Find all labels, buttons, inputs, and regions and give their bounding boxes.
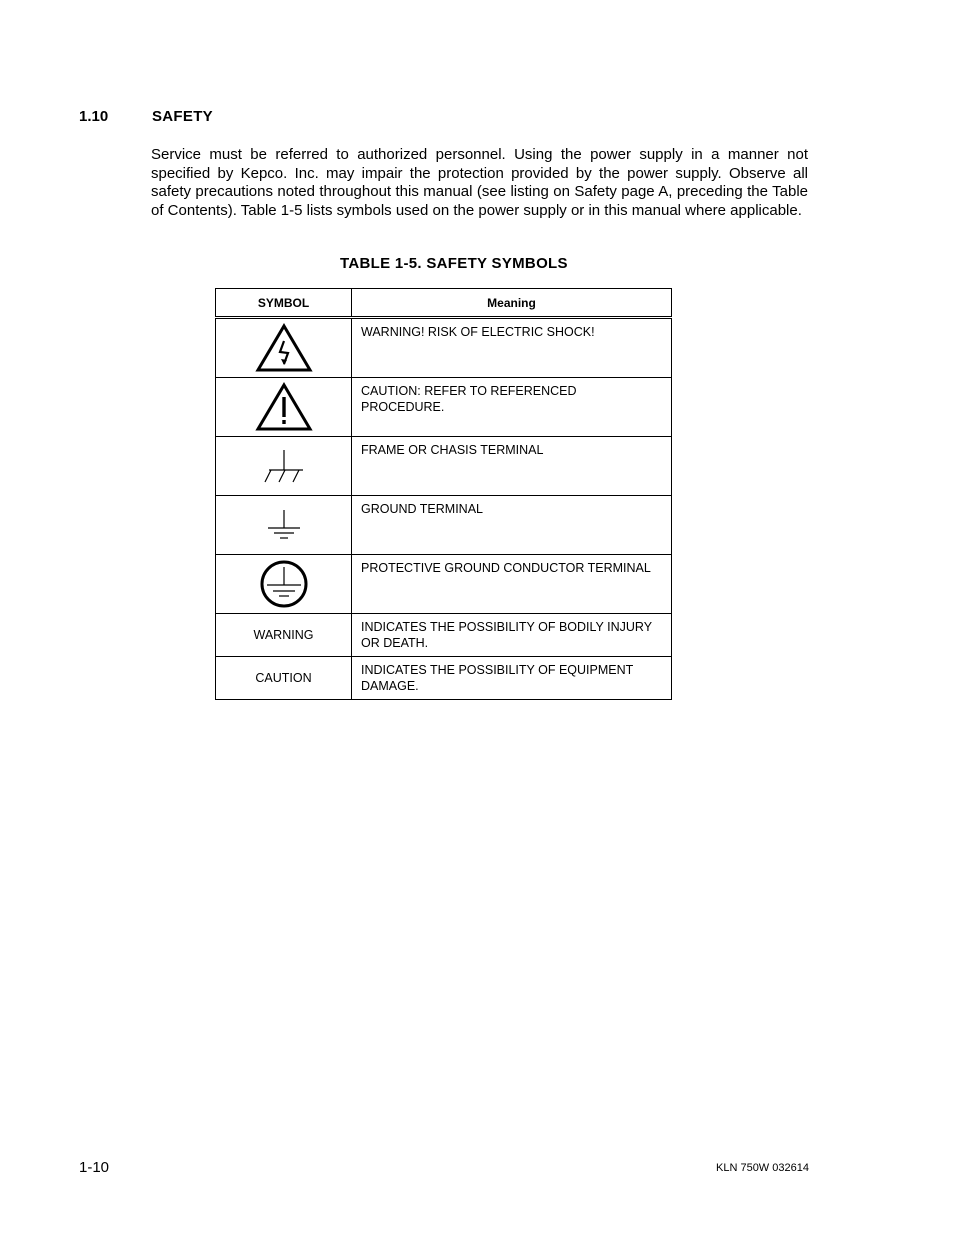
protective-ground-icon (258, 558, 310, 610)
meaning-text: FRAME OR CHASIS TERMINAL (361, 443, 544, 457)
meaning-text: INDICATES THE POSSIBILITY OF BODILY INJURY OR DEATH. (361, 620, 652, 650)
table-row (216, 555, 672, 614)
header-symbol: SYMBOL (216, 289, 352, 318)
section-number: 1.10 (79, 108, 109, 125)
meaning-text: GROUND TERMINAL (361, 502, 484, 516)
frame-chassis-terminal-icon (261, 446, 307, 486)
section-title: SAFETY (152, 108, 213, 125)
meaning-text: PROTECTIVE GROUND CONDUCTOR TERMINAL (361, 561, 651, 575)
symbol-text: WARNING (253, 628, 314, 642)
table-row (216, 378, 672, 437)
table-row (216, 496, 672, 555)
safety-symbols-table (215, 288, 672, 700)
document-id: KLN 750W 032614 (716, 1162, 809, 1174)
body-paragraph: Service must be referred to authorized personnel. Using the power supply in a manner not specified by Kepco. Inc. may impair the protection provided by the power supply. Observe all safety precautions noted throughout this manual (see listing on Safety page A, preceding the Table of Contents). Table 1-5 lists symbols used on the power supply or in this manual where applicable. (151, 146, 808, 219)
electric-shock-warning-icon (255, 323, 313, 373)
table-row (216, 657, 672, 700)
symbol-text: CAUTION (255, 671, 312, 685)
page-number: 1-10 (79, 1159, 110, 1176)
table-row (216, 318, 672, 378)
table-row (216, 614, 672, 657)
table-row (216, 437, 672, 496)
table-caption: TABLE 1-5. SAFETY SYMBOLS (340, 255, 568, 272)
meaning-text: CAUTION: REFER TO REFERENCED PROCEDURE. (361, 384, 577, 414)
header-meaning: Meaning (352, 289, 672, 318)
meaning-text: INDICATES THE POSSIBILITY OF EQUIPMENT DAMAGE. (361, 663, 634, 693)
meaning-text: WARNING! RISK OF ELECTRIC SHOCK! (361, 325, 595, 339)
ground-terminal-icon (264, 507, 304, 543)
caution-exclamation-icon (255, 382, 313, 432)
